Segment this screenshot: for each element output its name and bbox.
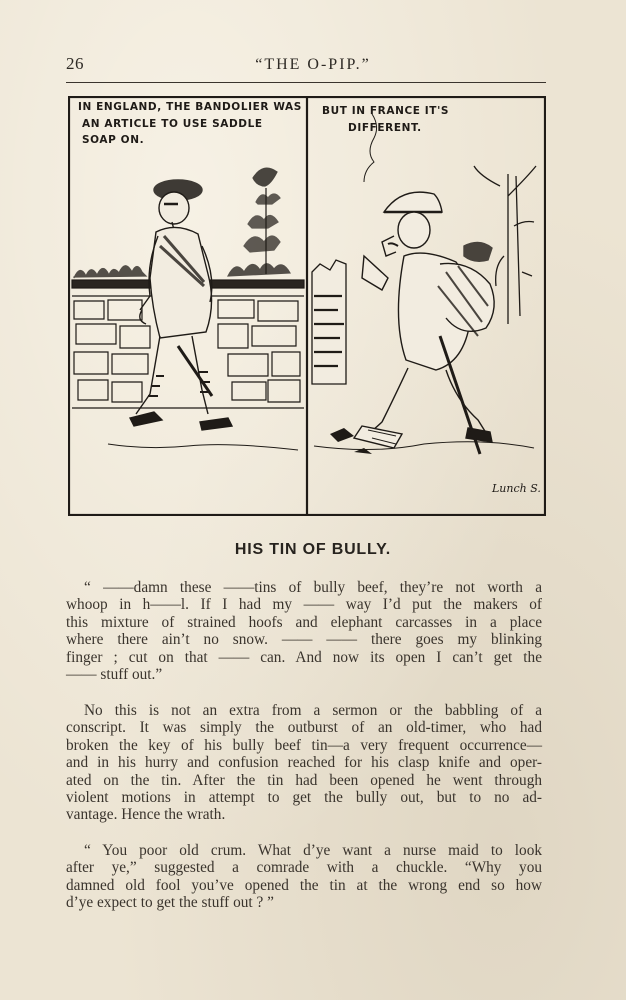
paragraph-1-line: —— stuff out.”	[66, 666, 163, 684]
paragraph-1-line: this mixture of strained hoofs and elephant carcasses in a place	[66, 613, 542, 631]
paragraph-2-line: ated on the tin. After the tin had been opened he went through	[66, 771, 542, 789]
right-caption-line-2: DIFFERENT.	[348, 122, 422, 134]
paragraph-1-line: “ ——damn these ——tins of bully beef, they’re not worth a	[84, 579, 542, 596]
article-title: HIS TIN OF BULLY.	[234, 541, 392, 558]
paragraph-1-line: where there ain’t no snow. —— —— there goes my blinking	[66, 631, 542, 649]
paragraph-2-line: vantage. Hence the wrath.	[66, 806, 226, 824]
page-number: 26	[66, 54, 84, 73]
paragraph-2-line: and in his hurry and confusion reached for his clasp knife and oper-	[66, 754, 542, 772]
cartoon-right-panel	[312, 105, 541, 495]
paragraph-2-line: violent motions in attempt to get the bully out, but to no ad-	[66, 789, 542, 807]
paragraph-1-line: whoop in h——l. If I had my —— way I’d put the makers of	[66, 596, 542, 614]
paragraph-2-line: broken the key of his bully beef tin—a very frequent occurrence—	[66, 736, 542, 754]
right-caption-line-1: BUT IN FRANCE IT'S	[322, 105, 450, 117]
paragraph-2-line: conscript. It was simply the outburst of an old-timer, who had	[66, 719, 542, 737]
soldier-france-drawing	[354, 114, 494, 454]
paragraph-3-line: after ye,” suggested a comrade with a chuckle. “Why you	[66, 859, 542, 877]
paragraph-1-line: finger ; cut on that —— can. And now its open I can’t get the	[66, 648, 542, 666]
ground-line-left	[108, 444, 298, 450]
paragraph-3-line: d’ye expect to get the stuff out ? ”	[66, 894, 274, 912]
running-title: “THE O-PIP.”	[255, 56, 371, 73]
paragraph-3-line: damned old fool you’ve opened the tin at the wrong end so how	[66, 876, 542, 894]
paragraph-2-line: No this is not an extra from a sermon or the babbling of a	[84, 702, 542, 719]
artist-signature: Lunch S.	[492, 482, 541, 495]
cartoon-left-panel	[72, 101, 304, 450]
left-caption-line-2: AN ARTICLE TO USE SADDLE	[82, 118, 263, 130]
left-caption-line-3: SOAP ON.	[82, 134, 145, 146]
article-paragraph-3	[66, 842, 542, 912]
article-paragraph-2	[66, 702, 542, 824]
cartoon-illustration	[68, 96, 546, 516]
soldier-england-drawing	[130, 180, 232, 430]
article-paragraph-1	[66, 579, 542, 683]
header-rule	[66, 82, 546, 83]
ground-line-right	[314, 442, 534, 450]
left-caption-line-1: IN ENGLAND, THE BANDOLIER WAS	[78, 101, 302, 113]
paragraph-3-line: “ You poor old crum. What d’ye want a nurse maid to look	[84, 842, 542, 859]
